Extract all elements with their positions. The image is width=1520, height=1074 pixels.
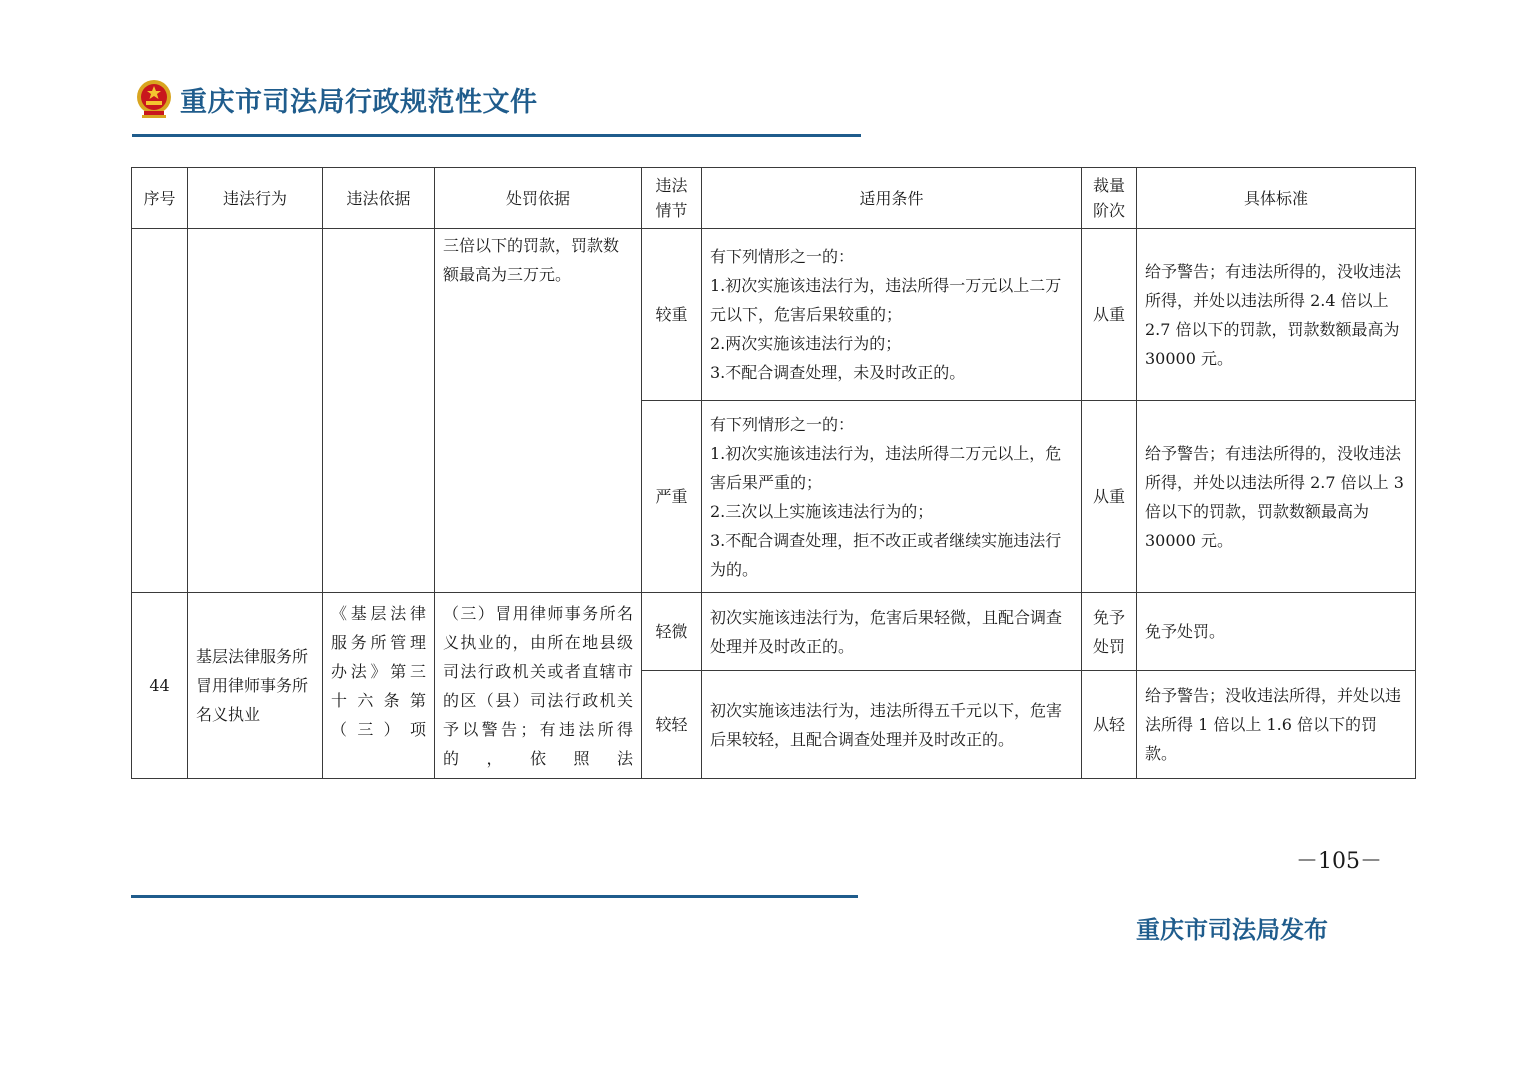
cell-circumstance: 轻微 xyxy=(642,593,702,671)
col-header-no: 序号 xyxy=(132,168,188,229)
cell-circumstance: 较轻 xyxy=(642,671,702,779)
header-rule xyxy=(132,134,861,137)
col-header-legal-basis: 违法依据 xyxy=(323,168,435,229)
table-row xyxy=(132,593,1416,671)
penalty-standard-table xyxy=(131,167,1416,779)
cell-legal-basis-continued xyxy=(323,229,435,593)
cell-standard: 给予警告；有违法所得的，没收违法所得，并处以违法所得 2.4 倍以上 2.7 倍以下的罚款，罚款数额最高为 30000 元。 xyxy=(1137,229,1416,401)
header-title: 重庆市司法局行政规范性文件 xyxy=(180,86,538,118)
cell-standard: 给予警告；有违法所得的，没收违法所得，并处以违法所得 2.7 倍以上 3 倍以下的罚款，罚款数额最高为 30000 元。 xyxy=(1137,401,1416,593)
cell-condition: 初次实施该违法行为，危害后果轻微，且配合调查处理并及时改正的。 xyxy=(702,593,1082,671)
cell-level: 免予 处罚 xyxy=(1082,593,1137,671)
cell-act-continued xyxy=(188,229,323,593)
col-header-act: 违法行为 xyxy=(188,168,323,229)
col-header-penalty-basis: 处罚依据 xyxy=(435,168,642,229)
cell-condition: 有下列情形之一的： 1.初次实施该违法行为，违法所得一万元以上二万元以下，危害后果较重的； 2.两次实施该违法行为的； 3.不配合调查处理，未及时改正的。 xyxy=(702,229,1082,401)
cell-condition: 有下列情形之一的： 1.初次实施该违法行为，违法所得二万元以上，危害后果严重的； 2.三次以上实施该违法行为的； 3.不配合调查处理，拒不改正或者继续实施违法行为的。 xyxy=(702,401,1082,593)
cell-circumstance: 较重 xyxy=(642,229,702,401)
cell-level: 从重 xyxy=(1082,401,1137,593)
col-header-standard: 具体标准 xyxy=(1137,168,1416,229)
cell-legal-basis: 《基层法律服务所管理办法》第三十六条第（三）项 xyxy=(323,593,435,779)
national-emblem-icon xyxy=(136,78,172,120)
document-header xyxy=(136,78,538,120)
col-header-condition: 适用条件 xyxy=(702,168,1082,229)
cell-act: 基层法律服务所冒用律师事务所名义执业 xyxy=(188,593,323,779)
cell-condition: 初次实施该违法行为，违法所得五千元以下，危害后果较轻，且配合调查处理并及时改正的。 xyxy=(702,671,1082,779)
col-header-level: 裁量 阶次 xyxy=(1082,168,1137,229)
cell-standard: 给予警告；没收违法所得，并处以违法所得 1 倍以上 1.6 倍以下的罚款。 xyxy=(1137,671,1416,779)
col-header-circumstance: 违法 情节 xyxy=(642,168,702,229)
cell-standard: 免予处罚。 xyxy=(1137,593,1416,671)
publisher-label: 重庆市司法局发布 xyxy=(1136,916,1328,944)
cell-item-no: 44 xyxy=(132,593,188,779)
table-header-row xyxy=(132,168,1416,229)
table-row xyxy=(132,229,1416,401)
cell-level: 从重 xyxy=(1082,229,1137,401)
cell-no-continued xyxy=(132,229,188,593)
cell-level: 从轻 xyxy=(1082,671,1137,779)
page-number: －105－ xyxy=(1296,849,1382,874)
cell-penalty-basis: （三）冒用律师事务所名义执业的，由所在地县级司法行政机关或者直辖市的区（县）司法行政机关予以警告；有违法所得的，依照法 xyxy=(435,593,642,779)
footer-rule xyxy=(131,895,858,898)
cell-circumstance: 严重 xyxy=(642,401,702,593)
cell-penalty-basis-continued: 三倍以下的罚款，罚款数额最高为三万元。 xyxy=(435,229,642,593)
